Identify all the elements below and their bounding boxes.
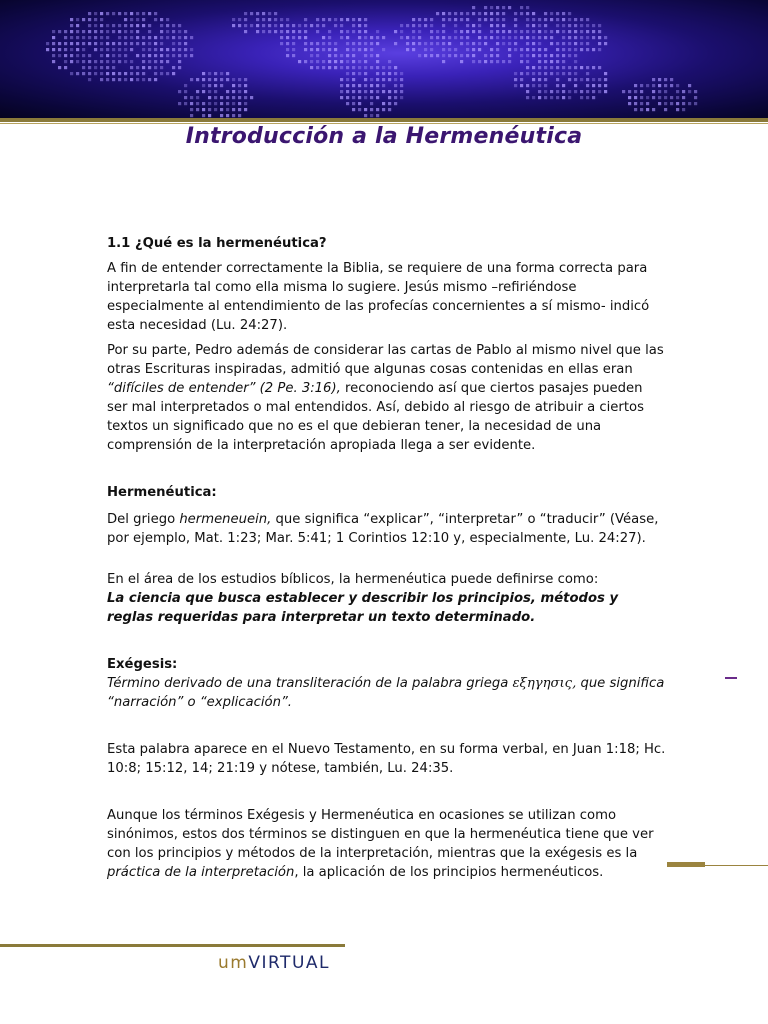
hermeneutica-definition: La ciencia que busca establecer y describir los principios, métodos y reglas requeridas para interpretar un texto determinado. xyxy=(107,591,619,625)
paragraph: A fin de entender correctamente la Biblia, se requiere de una forma correcta para interpretarla tal como ella misma lo sugiere. Jesús mismo –refiriéndose especialmente al entendimiento de las profecías concernientes a sí mismo- indicó esta necesidad (Lu. 24:27). xyxy=(107,261,650,333)
header-banner xyxy=(0,0,768,118)
section-heading-exegesis: Exégesis: xyxy=(107,657,178,672)
section-heading-hermeneutica: Hermenéutica: xyxy=(107,485,217,500)
footer-divider xyxy=(0,944,345,947)
umvirtual-logo: umVIRTUAL xyxy=(218,953,330,973)
paragraph: Por su parte, Pedro además de considerar las cartas de Pablo al mismo nivel que las otras Escrituras inspiradas, admitió que algunas cosas contenidas en ellas eran “difíciles de entender” (2 Pe. 3:16), reconociendo así que ciertos pasajes pueden ser mal interpretados o mal entendidos. Así, debido al riesgo de atribuir a ciertos textos un significado que no es el que debieran tener, la necesidad de una comprensión de la interpretación apropiada llega a ser evidente. xyxy=(107,343,664,453)
paragraph: Esta palabra aparece en el Nuevo Testamento, en su forma verbal, en Juan 1:18; Hc. 10:8; 15:12, 14; 21:19 y nótese, también, Lu. 24:35. xyxy=(107,742,666,776)
paragraph: En el área de los estudios bíblicos, la hermenéutica puede definirse como: xyxy=(107,572,599,587)
exegesis-definition: Término derivado de una transliteración de la palabra griega εξηγησις, que significa “narración” o “explicación”. xyxy=(107,676,665,710)
paragraph: Del griego hermeneuein, que significa “explicar”, “interpretar” o “traducir” (Véase, por ejemplo, Mat. 1:23; Mar. 5:41; 1 Corintios 12:10 y, especialmente, Lu. 24:27). xyxy=(107,512,659,546)
section-heading-1-1: 1.1 ¿Qué es la hermenéutica? xyxy=(107,236,327,251)
margin-mark xyxy=(725,677,737,679)
margin-gold-rule xyxy=(667,862,768,868)
header-divider xyxy=(0,118,768,122)
paragraph: Aunque los términos Exégesis y Hermenéutica en ocasiones se utilizan como sinónimos, estos dos términos se distinguen en que la hermenéutica tiene que ver con los principios y métodos de la interpretación, mientras que la exégesis es la práctica de la interpretación, la aplicación de los principios hermenéuticos. xyxy=(107,808,654,880)
page-title: Introducción a la Hermenéutica xyxy=(185,124,583,149)
world-map-dots-image xyxy=(0,0,768,118)
document-body xyxy=(107,234,667,882)
